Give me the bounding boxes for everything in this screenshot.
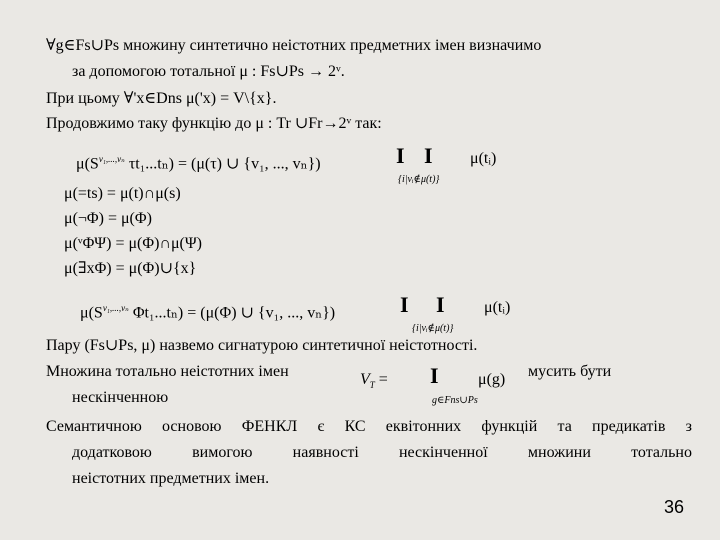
formula-1 [76, 149, 321, 174]
formula-1-cap: I [396, 143, 405, 168]
line-3: При цьому ∀'x∈Dns μ('x) = V\{x}. [46, 90, 277, 107]
formula-2-cap: I [400, 292, 409, 317]
formula-3-cap: I [430, 363, 439, 388]
formula-1-sup: v₁,...,vₙ [98, 154, 125, 164]
formula-2 [80, 298, 335, 323]
paragraph-line-2: додатковою вимогою наявності нескінченної множини тотально [72, 444, 692, 461]
paragraph [46, 414, 692, 492]
line-4: Продовжимо таку функцію до μ : Tr ∪Fr→2ᵛ так: [46, 115, 382, 132]
formula-2-mid: Φt₁...tₙ) = (μ(Φ) ∪ {v₁, ..., vₙ}) [128, 304, 336, 322]
paragraph-line-1: Семантичною основою ФЕНКЛ є КС еквітонних функцій та предикатів з [46, 418, 692, 435]
formula-3-right: μ(g) [478, 371, 506, 388]
equation-3: μ(ᵛΦΨ) = μ(Φ)∩μ(Ψ) [64, 235, 202, 252]
line-6b: мусить бути [528, 363, 612, 380]
formula-3-sub: T [369, 380, 375, 391]
formula-1-union: I [424, 143, 433, 168]
formula-2-union: I [436, 292, 445, 317]
formula-3-eq: = [374, 371, 388, 388]
formula-1-mid: τt₁...tₙ) = (μ(τ) ∪ {v₁, ..., vₙ}) [124, 155, 321, 173]
formula-3-under: g∈Fns∪Ps [432, 395, 478, 406]
formula-3 [360, 370, 388, 395]
equation-2: μ(¬Φ) = μ(Φ) [64, 210, 152, 227]
line-7: нескінченною [72, 389, 169, 406]
line-5: Пару (Fs∪Ps, μ) назвемо сигнатурою синтетичної неістотності. [46, 337, 478, 354]
paragraph-line-3: неістотних предметних імен. [72, 470, 270, 487]
formula-1-under: {i|vᵢ∉μ(t)} [398, 174, 440, 185]
line-1: ∀g∈Fs∪Ps множину синтетично неістотних предметних імен визначимо [46, 37, 542, 54]
formula-2-under: {i|vᵢ∉μ(t)} [412, 323, 454, 334]
formula-2-right: μ(tᵢ) [484, 299, 511, 316]
formula-2-left: μ(S [80, 304, 103, 322]
formula-2-sup: v₁,...,vₙ [102, 303, 129, 313]
equation-1: μ(=ts) = μ(t)∩μ(s) [64, 185, 181, 202]
page-number: 36 [663, 497, 684, 517]
line-6a: Множина тотально неістотних імен [46, 363, 289, 380]
formula-1-right: μ(tᵢ) [470, 150, 497, 167]
formula-3-left: V [360, 371, 370, 388]
equation-4: μ(∃xΦ) = μ(Φ)∪{x} [64, 260, 197, 277]
line-2: за допомогою тотальної μ : Fs∪Ps → 2ᵛ. [72, 63, 345, 80]
formula-1-left: μ(S [76, 155, 99, 173]
